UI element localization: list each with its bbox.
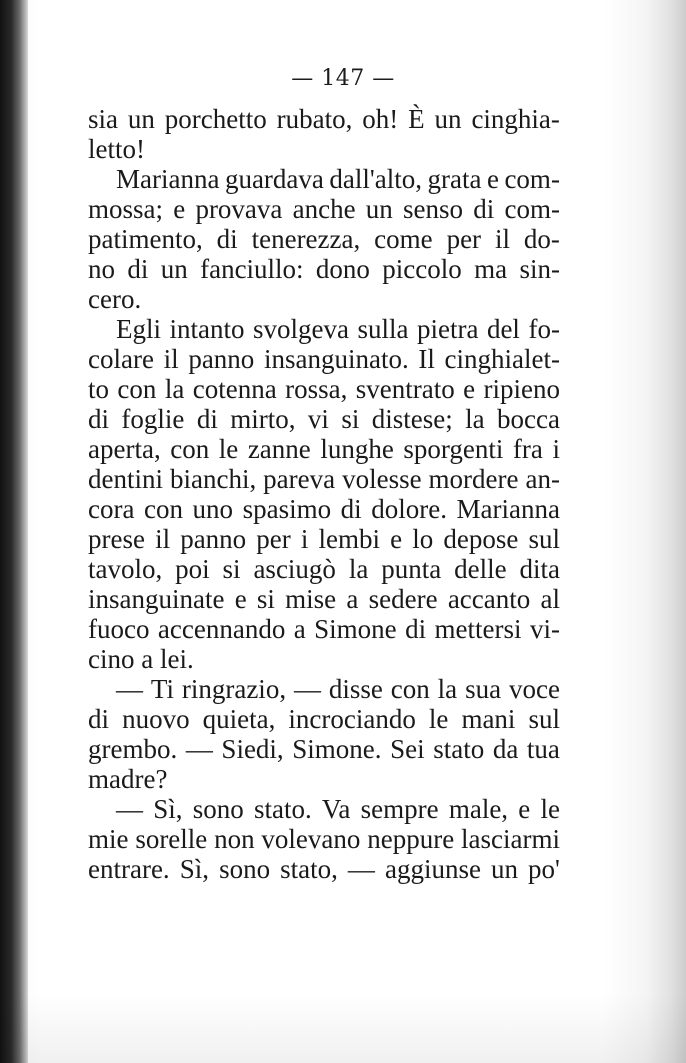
page-number: — 147 —: [291, 66, 395, 91]
text-line: patimento, di tenerezza, come per il do-: [88, 224, 560, 254]
page-bottom-shadow: [0, 993, 686, 1063]
text-line: fuoco accennando a Simone di mettersi vi-: [88, 614, 560, 644]
text-line: entrare. Sì, sono stato, — aggiunse un po': [88, 854, 560, 884]
text-line: cora con uno spasimo di dolore. Marianna: [88, 494, 560, 524]
text-line: no di un fanciullo: dono piccolo ma sin-: [88, 254, 560, 284]
text-line: — Ti ringrazio, — disse con la sua voce: [116, 674, 560, 704]
text-line: Marianna guardava dall'alto, grata e com-: [116, 164, 560, 194]
page-edge-shadow: [646, 0, 686, 1063]
text-line: dentini bianchi, pareva volesse mordere an-: [88, 464, 560, 494]
text-line: sia un porchetto rubato, oh! È un cinghia-: [88, 104, 560, 134]
text-line: mie sorelle non volevano neppure lasciarmi: [88, 824, 560, 854]
text-line: mossa; e provava anche un senso di com-: [88, 194, 560, 224]
text-line: cino a lei.: [88, 644, 194, 674]
text-line: madre?: [88, 764, 168, 794]
text-line: di nuovo quieta, incrociando le mani sul: [88, 704, 560, 734]
text-line: tavolo, poi si asciugò la punta delle dita: [88, 554, 560, 584]
text-line: cero.: [88, 284, 142, 314]
text-line: aperta, con le zanne lunghe sporgenti fra i: [88, 434, 560, 464]
text-line: to con la cotenna rossa, sventrato e ripieno: [88, 374, 560, 404]
binding-edge: [0, 0, 28, 1063]
text-line: prese il panno per i lembi e lo depose sul: [88, 524, 560, 554]
text-line: Egli intanto svolgeva sulla pietra del fo-: [116, 314, 560, 344]
text-line: — Sì, sono stato. Va sempre male, e le: [116, 794, 560, 824]
text-line: colare il panno insanguinato. Il cinghialet-: [88, 344, 560, 374]
text-line: di foglie di mirto, vi si distese; la bocca: [88, 404, 560, 434]
body-text: [88, 104, 560, 884]
text-line: letto!: [88, 134, 145, 164]
text-line: grembo. — Siedi, Simone. Sei stato da tua: [88, 734, 560, 764]
text-line: insanguinate e si mise a sedere accanto al: [88, 584, 560, 614]
